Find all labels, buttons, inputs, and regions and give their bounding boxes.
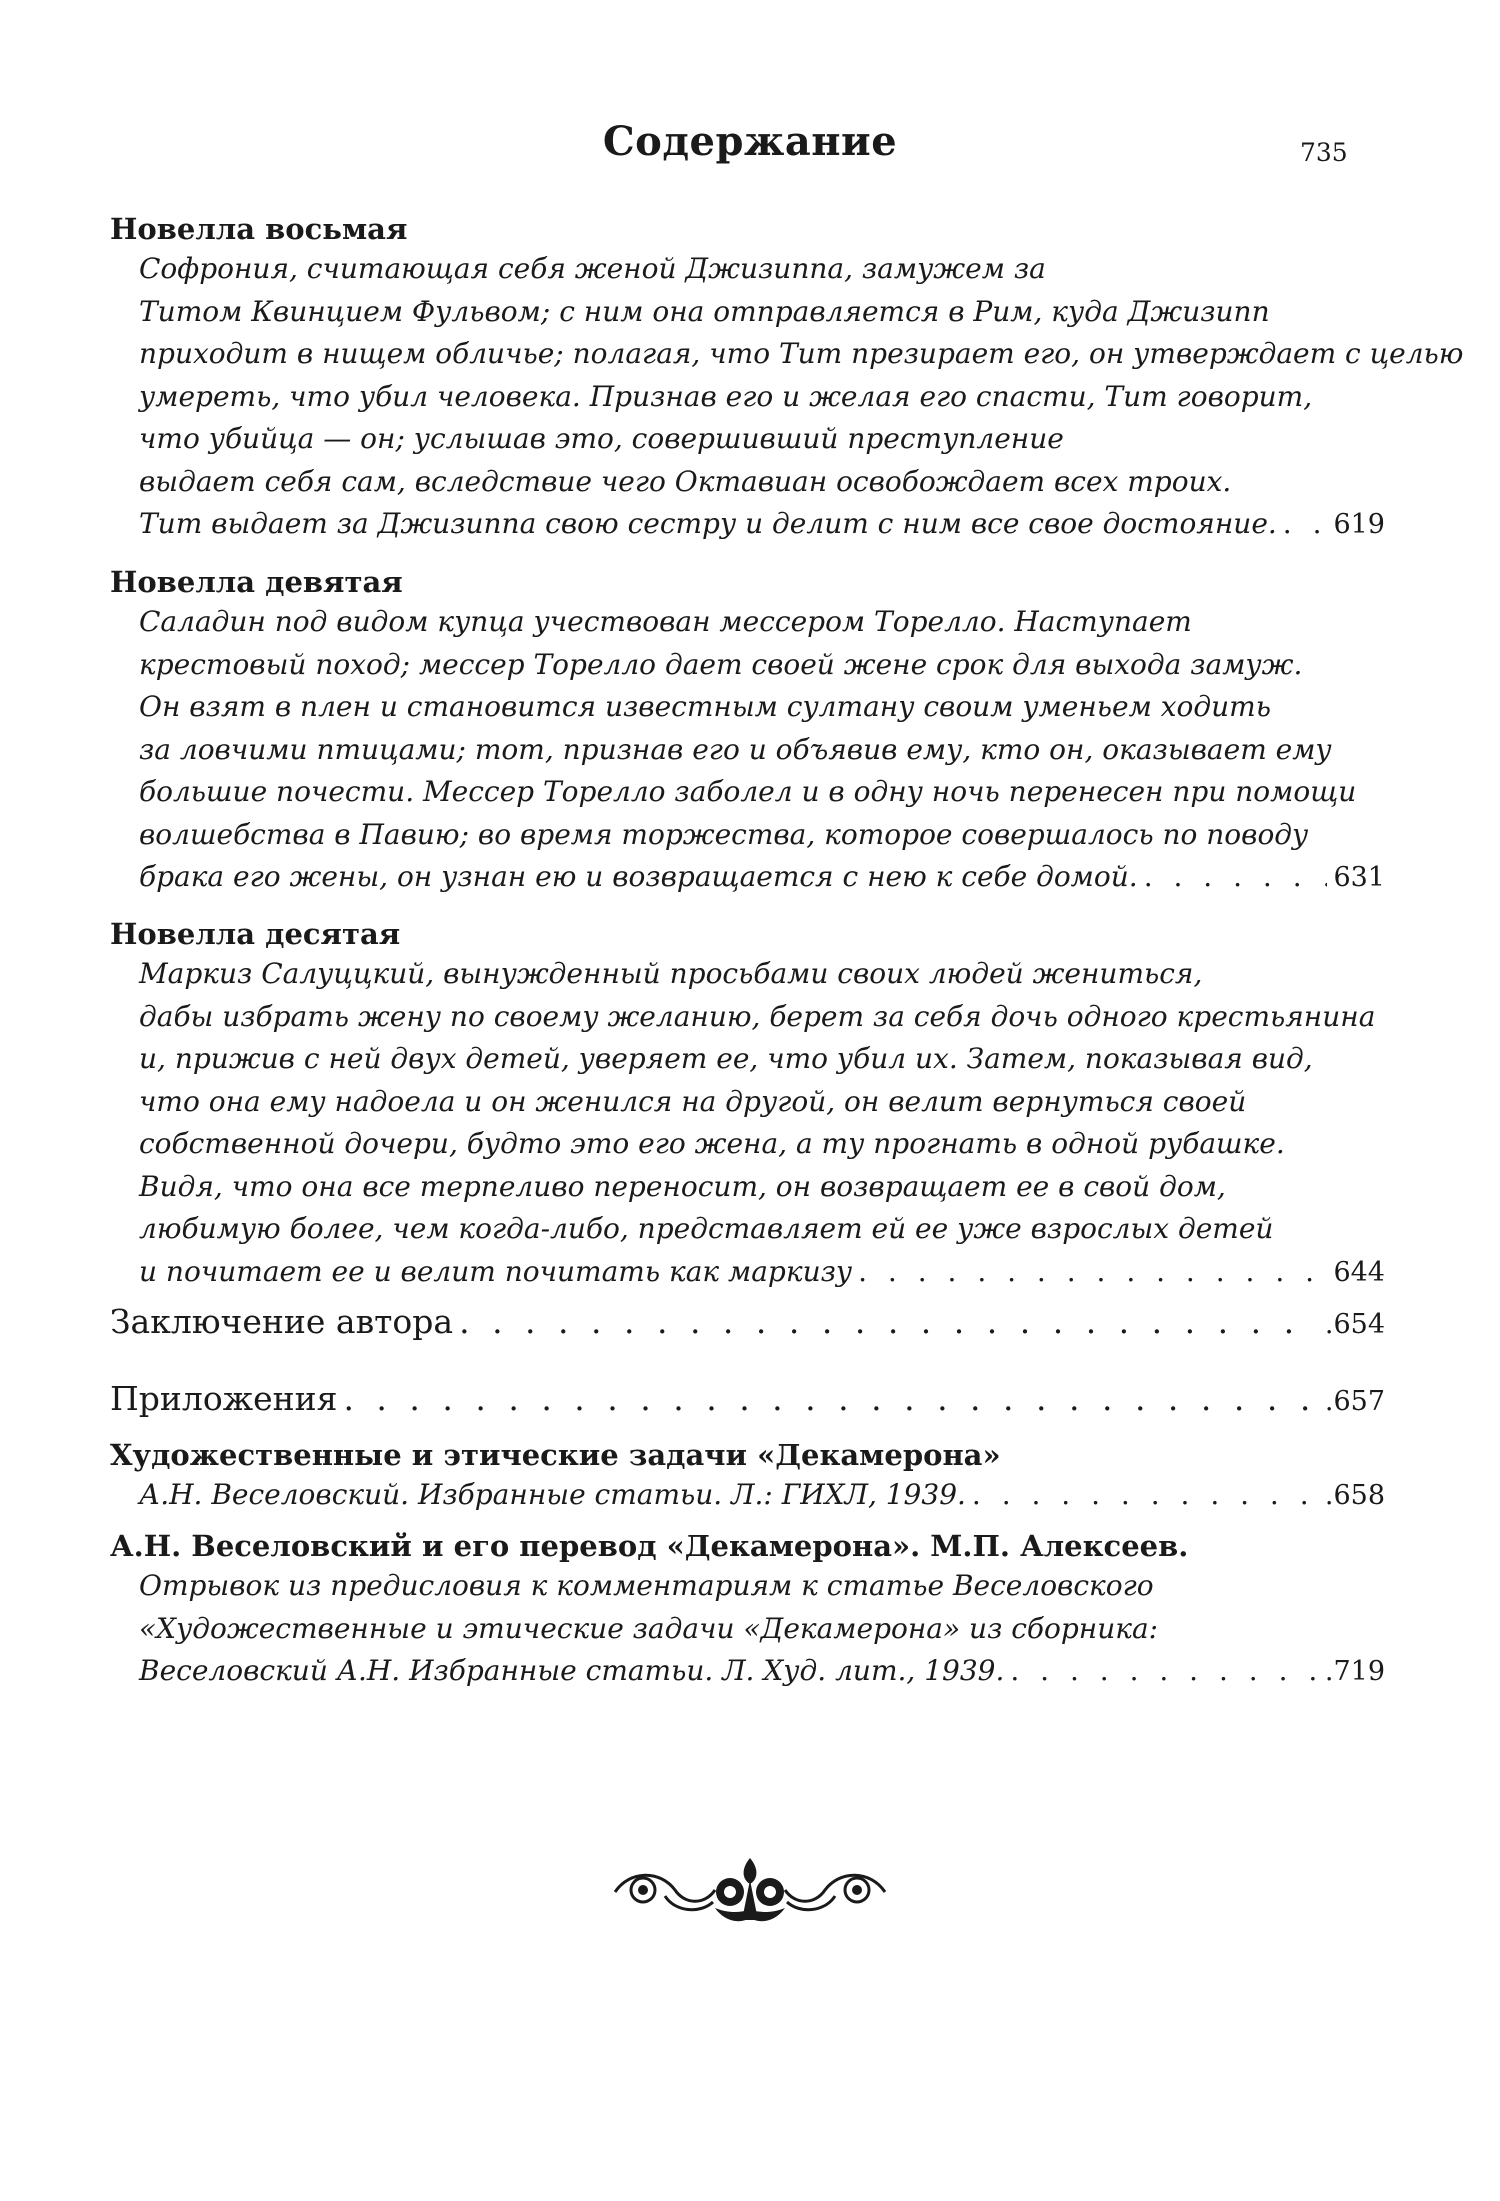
entry-title: Новелла девятая — [110, 565, 403, 599]
dot-leader — [343, 1377, 1318, 1421]
desc-line: Маркиз Салуццкий, вынужденный просьбами своих людей жениться, — [139, 957, 1203, 990]
dot-leader — [858, 1251, 1327, 1294]
dot-leader — [1144, 856, 1328, 899]
desc-line: Софрония, считающая себя женой Джизиппа, замужем за — [139, 252, 1046, 285]
desc-line: Тит выдает за Джизиппа свою сестру и делит с ним все свое достояние. — [139, 507, 1277, 540]
section-title: Заключение автора — [110, 1302, 454, 1341]
toc-entry-appendix-2 — [110, 1527, 1385, 1694]
desc-line: собственной дочери, будто это его жена, а ту прогнать в одной рубашке. — [139, 1127, 1285, 1160]
desc-line: А.Н. Веселовский. Избранные статьи. Л.: ГИХЛ, 1939. — [139, 1478, 966, 1511]
page-number: 735 — [1300, 138, 1348, 167]
desc-last-line — [139, 1650, 1385, 1694]
desc-line: Веселовский А.Н. Избранные статьи. Л. Худ. лит., 1939. — [139, 1654, 1005, 1687]
page-ref: .654 — [1324, 1309, 1385, 1340]
desc-line: и, прижив с ней двух детей, уверяет ее, что убил их. Затем, показывая вид, — [139, 1042, 1313, 1075]
desc-line: дабы избрать жену по своему желанию, берет за себя дочь одного крестьянина — [139, 999, 1376, 1033]
toc-entry-novella-9 — [110, 563, 1385, 900]
desc-last-line — [139, 1474, 1385, 1518]
entry-description — [110, 953, 1385, 1294]
floral-ornament-icon — [605, 1850, 895, 1930]
section-title: Приложения — [110, 1379, 338, 1418]
dot-leader — [459, 1300, 1319, 1344]
dot-leader — [1010, 1650, 1319, 1693]
entry-title: А.Н. Веселовский и его перевод «Декамерона». М.П. Алексеев. — [110, 1529, 1189, 1563]
desc-last-line — [139, 503, 1385, 547]
desc-line: Отрывок из предисловия к комментариям к статье Веселовского — [139, 1569, 1154, 1602]
desc-line: умереть, что убил человека. Признав его и желая его спасти, Тит говорит, — [139, 379, 1313, 413]
entry-description — [110, 1474, 1385, 1518]
entry-description — [110, 248, 1464, 547]
page-ref: .719 — [1324, 1656, 1385, 1687]
desc-line: выдает себя сам, вследствие чего Октавиан освобождает всех троих. — [139, 464, 1232, 498]
desc-line: за ловчими птицами; тот, признав его и объявив ему, кто он, оказывает ему — [139, 732, 1332, 766]
desc-line: приходит в нищем обличье; полагая, что Тит презирает его, он утверждает с целью — [139, 337, 1464, 370]
entry-title: Новелла восьмая — [110, 212, 408, 246]
page-ref: 619 — [1333, 509, 1385, 540]
toc-entry-novella-8 — [110, 210, 1464, 547]
dot-leader — [1283, 503, 1328, 546]
entry-description — [110, 1565, 1385, 1694]
desc-line: волшебства в Павию; во время торжества, которое совершалось по поводу — [139, 817, 1309, 851]
desc-line: любимую более, чем когда-либо, представляет ей ее уже взрослых детей — [139, 1212, 1274, 1245]
page-ref: 644 — [1333, 1256, 1385, 1288]
toc-entry-appendix-1 — [110, 1436, 1385, 1518]
entry-title: Новелла десятая — [110, 917, 401, 951]
desc-last-line — [139, 856, 1385, 900]
toc-section-appendix — [110, 1377, 1385, 1424]
entry-title: Художественные и этические задачи «Декамерона» — [110, 1438, 1001, 1472]
desc-line: Видя, что она все терпеливо переносит, он возвращает ее в свой дом, — [139, 1169, 1226, 1203]
dot-leader — [972, 1474, 1319, 1517]
toc-section-conclusion — [110, 1300, 1385, 1347]
entry-description — [110, 601, 1385, 900]
page-ref: .657 — [1324, 1386, 1385, 1417]
desc-line: что убийца — он; услышав это, совершивший преступление — [139, 422, 1064, 455]
page-ref: 631 — [1333, 862, 1385, 893]
desc-line: брака его жены, он узнан ею и возвращается с нею к себе домой. — [139, 860, 1138, 893]
toc-entry-novella-10 — [110, 915, 1385, 1294]
desc-line: и почитает ее и велит почитать как маркизу — [139, 1254, 853, 1288]
page-title: Содержание — [602, 118, 898, 165]
desc-line: Титом Квинцием Фульвом; с ним она отправляется в Рим, куда Джизипп — [139, 294, 1270, 328]
page-ref: .658 — [1324, 1480, 1385, 1511]
desc-line: большие почести. Мессер Торелло заболел и в одну ночь перенесен при помощи — [139, 775, 1357, 808]
desc-line: Он взят в плен и становится известным султану своим уменьем ходить — [139, 690, 1271, 723]
desc-line: «Художественные и этические задачи «Декамерона» из сборника: — [139, 1611, 1159, 1645]
desc-last-line — [139, 1251, 1385, 1295]
desc-line: крестовый поход; мессер Торелло дает своей жене срок для выхода замуж. — [139, 647, 1303, 681]
desc-line: Саладин под видом купца учествован мессером Торелло. Наступает — [139, 605, 1192, 638]
desc-line: что она ему надоела и он женился на другой, он велит вернуться своей — [139, 1084, 1247, 1118]
